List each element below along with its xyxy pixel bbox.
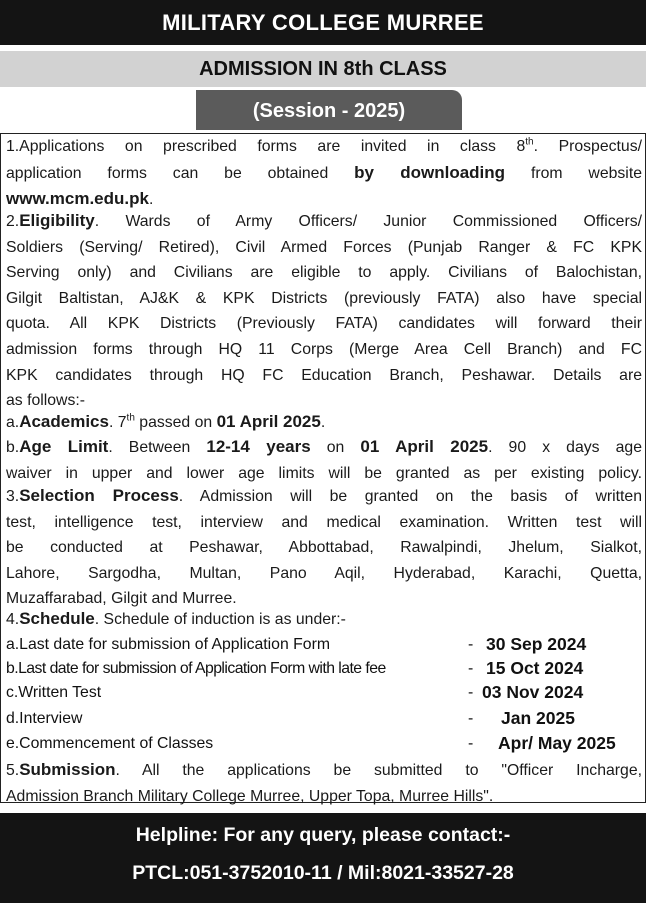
submission-paragraph xyxy=(6,757,642,809)
submission-line-2: Admission Branch Military College Murree, Upper Topa, Murree Hills". xyxy=(6,787,494,805)
schedule-row xyxy=(6,632,642,657)
schedule-row-date: Apr/ May 2025 xyxy=(498,733,616,753)
age-limit-line-1: b.Age Limit. Between 12-14 years on 01 April 2025. 90 x days age xyxy=(6,437,642,456)
eligibility-line-1: 2.Eligibility. Wards of Army Officers/ Junior Commissioned Officers/ xyxy=(6,211,642,230)
schedule-heading: Schedule xyxy=(19,609,95,628)
schedule-row-dash: - xyxy=(468,636,474,653)
admission-heading-bar xyxy=(0,51,646,87)
college-title: MILITARY COLLEGE MURREE xyxy=(162,10,484,35)
selection-line-4: Lahore, Sargodha, Multan, Pano Aqil, Hyderabad, Karachi, Quetta, xyxy=(6,564,642,582)
schedule-row xyxy=(6,656,642,681)
download-emphasis: by downloading xyxy=(354,162,506,182)
intro-paragraph xyxy=(6,134,642,213)
academics-heading: Academics xyxy=(19,412,109,431)
academics-paragraph xyxy=(6,409,642,436)
helpline-phones: PTCL:051-3752010-11 / Mil:8021-33527-28 xyxy=(132,862,514,884)
eligibility-paragraph xyxy=(6,208,642,414)
schedule-row-dash: - xyxy=(468,684,474,701)
intro-line-2: application forms can be obtained by downloading from website xyxy=(6,162,642,182)
eligibility-heading: Eligibility xyxy=(19,211,95,230)
eligibility-line-7: KPK candidates through HQ FC Education Branch, Peshawar. Details are xyxy=(6,366,642,384)
schedule-row-label: a.Last date for submission of Application Form xyxy=(6,636,330,653)
intro-line-1: 1.Applications on prescribed forms are invited in class 8th. Prospectus/ xyxy=(6,136,642,155)
selection-paragraph xyxy=(6,483,642,612)
schedule-row-date: 30 Sep 2024 xyxy=(486,634,587,654)
eligibility-line-8: as follows:- xyxy=(6,392,86,410)
schedule-row-date: Jan 2025 xyxy=(501,708,575,728)
schedule-row-date: 15 Oct 2024 xyxy=(486,658,584,678)
schedule-row xyxy=(6,680,642,705)
eligibility-line-3: Serving only) and Civilians are eligible to apply. Civilians of Balochistan, xyxy=(6,264,642,282)
selection-heading: Selection Process xyxy=(19,486,179,505)
age-date: 01 April 2025 xyxy=(360,437,489,456)
eligibility-line-5: quota. All KPK Districts (Previously FATA) candidates will forward their xyxy=(6,315,642,333)
schedule-intro xyxy=(6,606,642,633)
eligibility-line-4: Gilgit Baltistan, AJ&K & KPK Districts (previously FATA) also have special xyxy=(6,289,642,307)
schedule-row-dash: - xyxy=(468,735,474,752)
selection-line-3: be conducted at Peshawar, Abbottabad, Rawalpindi, Jhelum, Sialkot, xyxy=(6,539,642,557)
selection-line-1: 3.Selection Process. Admission will be granted on the basis of written xyxy=(6,486,642,505)
schedule-row-label: c.Written Test xyxy=(6,684,102,701)
admission-heading: ADMISSION IN 8th CLASS xyxy=(199,58,447,80)
age-range: 12-14 years xyxy=(206,437,311,456)
eligibility-line-6: admission forms through HQ 11 Corps (Merge Area Cell Branch) and FC xyxy=(6,340,642,358)
intro-line-3: www.mcm.edu.pk. xyxy=(6,189,154,209)
age-limit-paragraph xyxy=(6,434,642,486)
submission-line-1: 5.Submission. All the applications be submitted to "Officer Incharge, xyxy=(6,760,642,779)
academics-date: 01 April 2025 xyxy=(216,412,321,431)
schedule-row-dash: - xyxy=(468,710,474,727)
schedule-row xyxy=(6,731,642,756)
session-label: (Session - 2025) xyxy=(252,100,406,122)
schedule-row xyxy=(6,706,642,731)
schedule-row-label: e.Commencement of Classes xyxy=(6,735,214,752)
submission-heading: Submission xyxy=(19,760,116,779)
academics-line: a.Academics. 7th passed on 01 April 2025. xyxy=(6,412,326,431)
selection-line-5: Muzaffarabad, Gilgit and Murree. xyxy=(6,590,237,608)
selection-line-2: test, intelligence test, interview and medical examination. Written test will xyxy=(6,513,642,531)
helpline-text: Helpline: For any query, please contact:- xyxy=(135,824,511,846)
age-limit-heading: Age Limit xyxy=(19,437,109,456)
helpline-footer xyxy=(0,813,646,903)
schedule-row-label: d.Interview xyxy=(6,710,83,727)
schedule-row-dash: - xyxy=(468,660,474,677)
age-limit-line-2: waiver in upper and lower age limits will be granted as per existing policy. xyxy=(6,464,642,482)
session-badge xyxy=(196,90,462,130)
schedule-row-date: 03 Nov 2024 xyxy=(482,682,584,702)
schedule-row-label: b.Last date for submission of Application Form with late fee xyxy=(6,660,386,677)
eligibility-line-2: Soldiers (Serving/ Retired), Civil Armed Forces (Punjab Ranger & FC KPK xyxy=(6,238,642,256)
college-title-bar xyxy=(0,0,646,45)
website-url: www.mcm.edu.pk xyxy=(6,189,149,209)
schedule-intro-line: 4.Schedule. Schedule of induction is as under:- xyxy=(6,609,346,628)
